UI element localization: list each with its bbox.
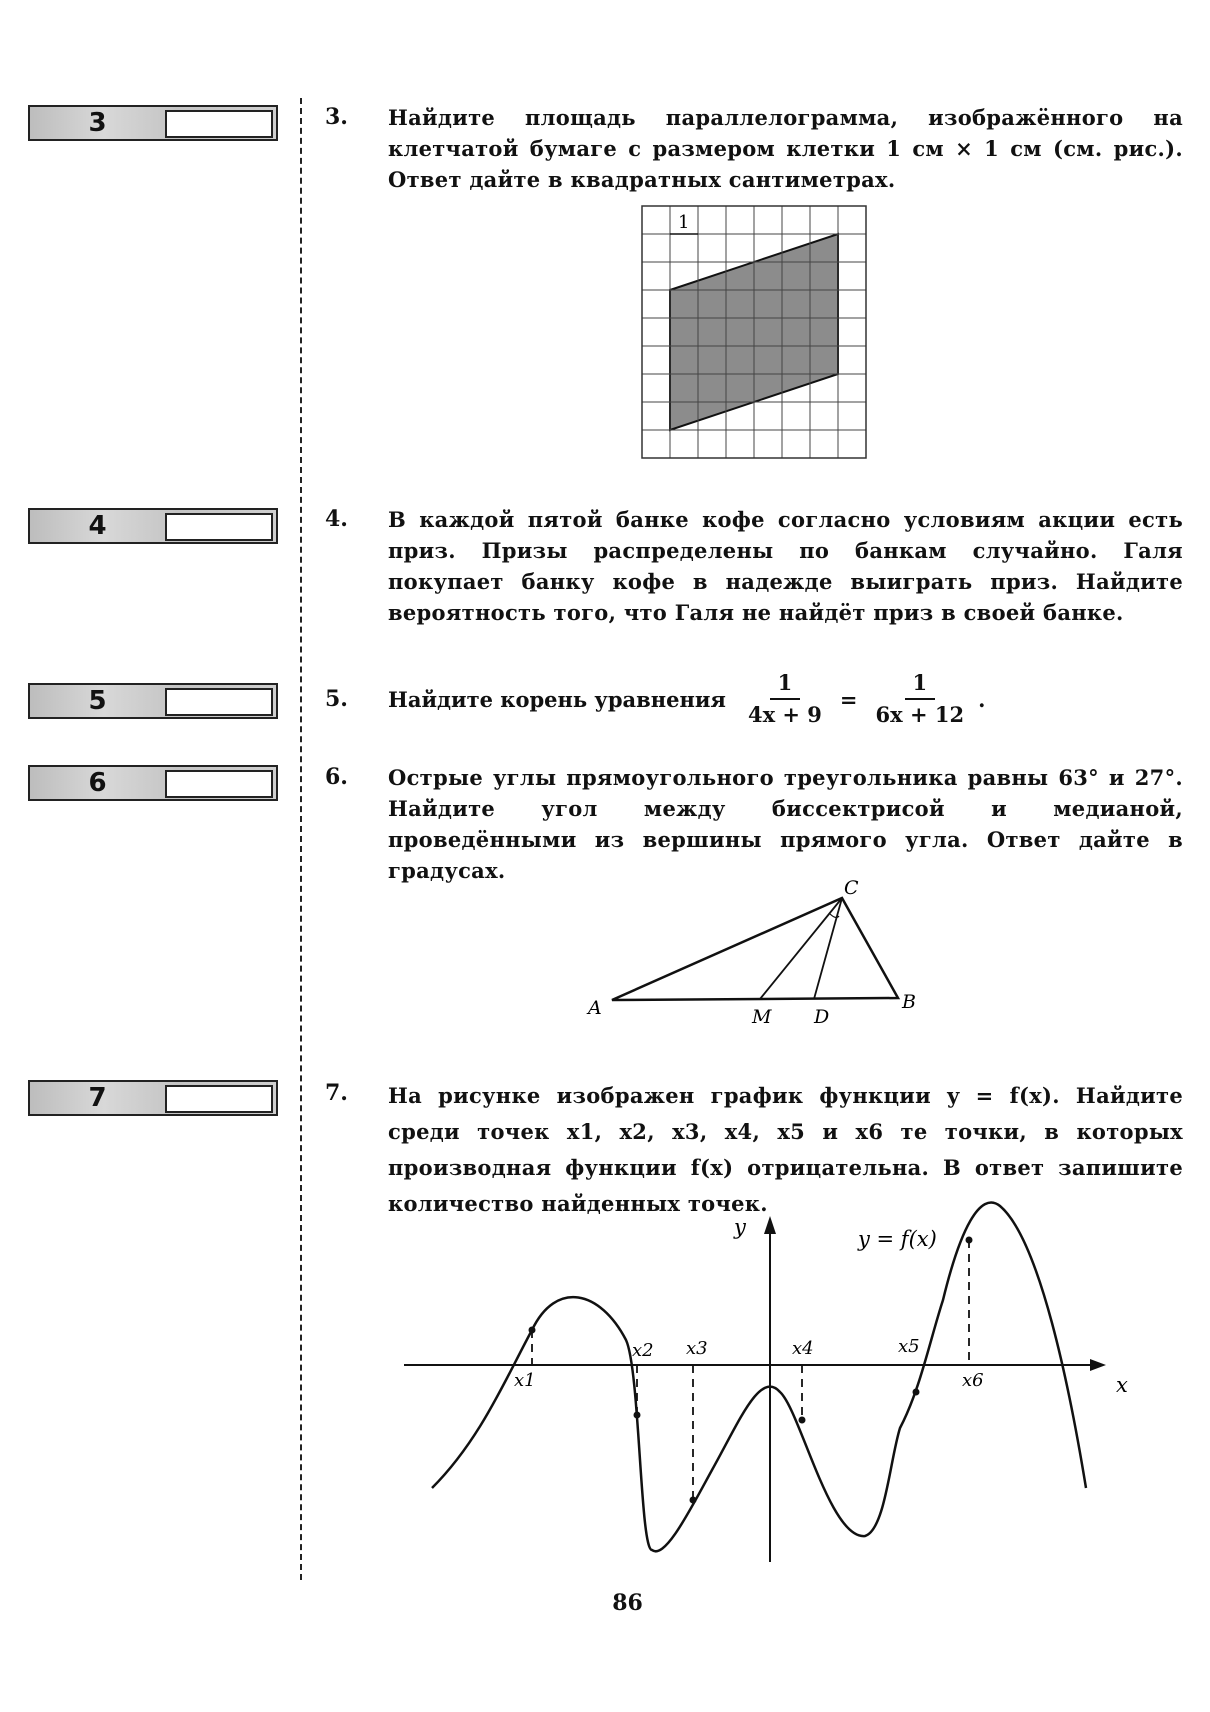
task-number: 7. — [325, 1080, 348, 1106]
curve-label: y = f(x) — [858, 1227, 937, 1251]
label-c: C — [844, 877, 859, 899]
point-x3 — [690, 1497, 697, 1504]
page-number: 86 — [612, 1590, 643, 1616]
y-axis-arrow — [764, 1216, 776, 1234]
equation-end: . — [978, 686, 986, 712]
task-text: Найдите площадь параллелограмма, изображённого на клетчатой бумаге с размером клетки 1 см × 1 см (см. рис.). Ответ дайте в квадратных сантиметрах. — [388, 105, 1183, 192]
point-x5 — [913, 1389, 920, 1396]
answer-box-label: 6 — [88, 768, 107, 798]
label-x6: x6 — [962, 1370, 984, 1391]
label-x3: x3 — [686, 1338, 708, 1359]
equals-sign: = — [839, 686, 858, 712]
right-denominator: 6x + 12 — [875, 702, 965, 727]
answer-box-label: 3 — [88, 108, 107, 138]
cell-size-label: 1 — [678, 212, 690, 233]
task-text: Найдите корень уравнения — [388, 686, 726, 712]
point-x6 — [966, 1237, 973, 1244]
answer-box-label: 5 — [88, 686, 107, 716]
answer-box-label: 4 — [88, 511, 107, 541]
label-b: B — [902, 991, 916, 1013]
answer-box-label: 7 — [88, 1083, 107, 1113]
label-x5: x5 — [898, 1336, 920, 1357]
task-text: В каждой пятой банке кофе согласно условиям акции есть приз. Призы распределены по банкам случайно. Галя покупает банку кофе в надежде выиграть приз. Найдите вероятность того, что Галя не найдёт приз в своей банке. — [388, 507, 1183, 625]
label-x2: x2 — [632, 1340, 654, 1361]
point-x4 — [799, 1417, 806, 1424]
label-x4: x4 — [792, 1338, 814, 1359]
label-x1: x1 — [514, 1370, 536, 1391]
right-numerator: 1 — [905, 670, 936, 700]
x-axis-label: x — [1116, 1373, 1128, 1397]
task-number: 4. — [325, 506, 348, 532]
point-x2 — [634, 1412, 641, 1419]
left-numerator: 1 — [770, 670, 801, 700]
task-text: На рисунке изображен график функции y = f(x). Найдите среди точек x1, x2, x3, x4, x5 и x6 те точки, в которых производная функции f(x) отрицательна. В ответ запишите количество найденных точек. — [388, 1083, 1183, 1216]
left-denominator: 4x + 9 — [747, 702, 822, 727]
point-x1 — [529, 1327, 536, 1334]
task-number: 3. — [325, 104, 348, 130]
task-number: 5. — [325, 686, 348, 712]
y-axis-label: y — [734, 1215, 746, 1239]
task-number: 6. — [325, 764, 348, 790]
label-a: A — [588, 997, 602, 1019]
x-axis-arrow — [1090, 1359, 1106, 1371]
task-text: Острые углы прямоугольного треугольника равны 63° и 27°. Найдите угол между биссектрисой и медианой, проведёнными из вершины прямого угла. Ответ дайте в градусах. — [388, 765, 1183, 883]
label-m: M — [752, 1006, 772, 1028]
label-d: D — [814, 1006, 830, 1028]
